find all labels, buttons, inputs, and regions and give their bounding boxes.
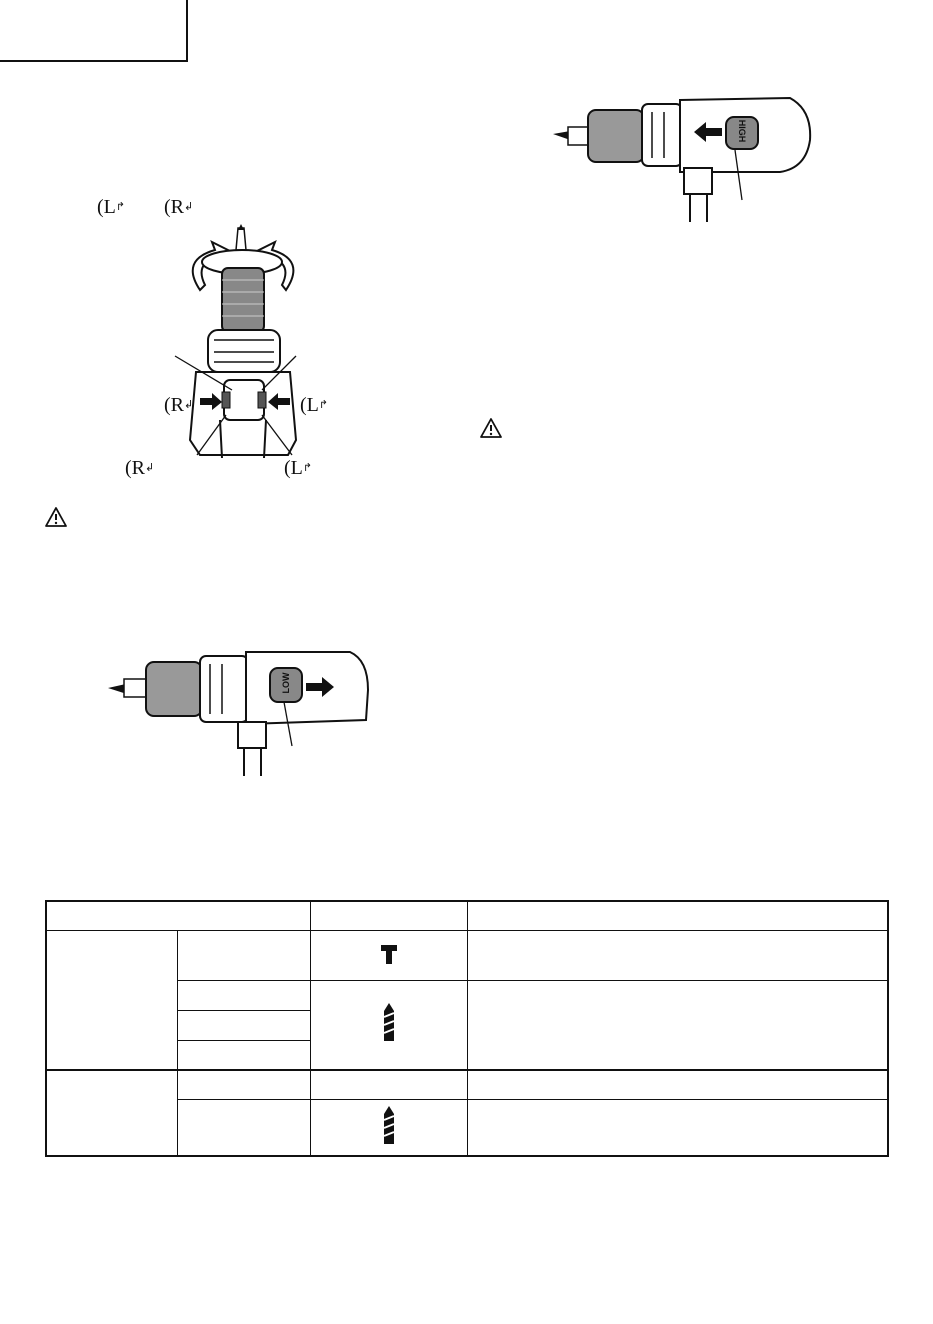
text-cell (467, 980, 888, 1070)
table-header-row (46, 901, 888, 930)
sub-cell (177, 1070, 310, 1099)
group-cell (46, 1070, 177, 1156)
sub-cell (177, 1099, 310, 1156)
sub-cell (177, 1010, 310, 1040)
text-cell (467, 1099, 888, 1156)
header-cell (310, 901, 467, 930)
drill-bit-icon (382, 1003, 396, 1043)
warning-triangle-icon (479, 417, 503, 439)
label-top-right: ( R ↲ (163, 197, 194, 217)
symbol-cell (310, 930, 467, 980)
label-top-left: ( L ↱ (96, 197, 126, 217)
label-bottom-right: ( L ↱ (283, 458, 313, 478)
warning-triangle-icon (44, 506, 68, 528)
symbol-cell (310, 980, 467, 1070)
high-switch-text: HIGH (737, 119, 747, 143)
header-cell (467, 901, 888, 930)
text-cell (467, 1070, 888, 1099)
symbol-cell (310, 1070, 467, 1099)
sub-cell (177, 1040, 310, 1070)
group-cell (46, 930, 177, 1070)
mode-table (45, 900, 889, 1157)
low-switch-text: LOW (281, 672, 291, 694)
sub-cell (177, 980, 310, 1010)
table-row (46, 1070, 888, 1099)
sub-cell (177, 930, 310, 980)
label-right-arrow: ( L ↱ (299, 395, 329, 415)
label-left-arrow: ( R ↲ (163, 395, 194, 415)
drill-bit-icon (382, 1106, 396, 1146)
symbol-cell (310, 1099, 467, 1156)
table-row (46, 930, 888, 980)
hammer-icon (379, 943, 399, 965)
text-cell (467, 930, 888, 980)
label-bottom-left: ( R ↲ (124, 458, 155, 478)
header-cell (46, 901, 310, 930)
